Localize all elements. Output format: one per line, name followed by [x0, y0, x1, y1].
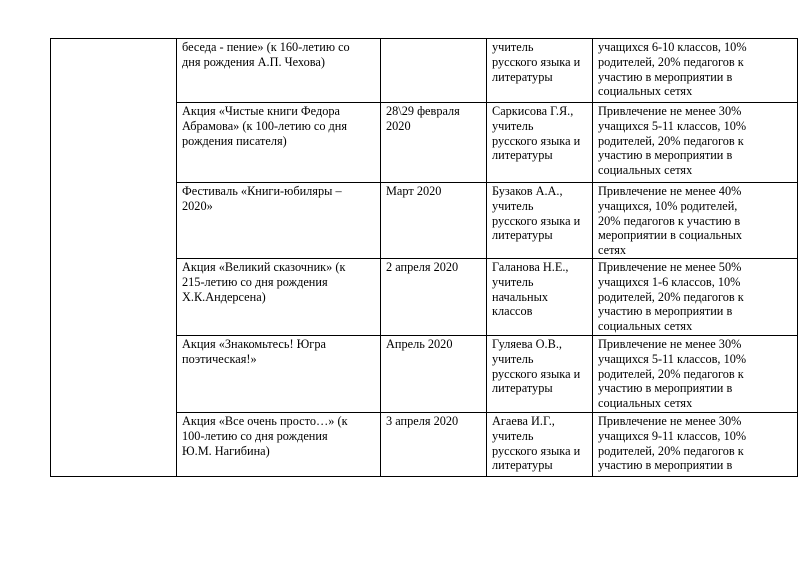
responsible-cell: Саркисова Г.Я., учитель русского языка и литературы	[487, 103, 593, 183]
date-cell: Апрель 2020	[381, 335, 487, 412]
responsible-cell: Агаева И.Г., учитель русского языка и литературы	[487, 412, 593, 476]
result-cell: учащихся 6-10 классов, 10% родителей, 20% педагогов к участию в мероприятии в социальных сетях	[593, 39, 798, 103]
responsible-cell: Бузаков А.А., учитель русского языка и литературы	[487, 183, 593, 259]
date-cell: Март 2020	[381, 183, 487, 259]
result-cell: Привлечение не менее 50% учащихся 1-6 классов, 10% родителей, 20% педагогов к участию в мероприятии в социальных сетях	[593, 258, 798, 335]
section-cell	[51, 39, 177, 477]
result-cell: Привлечение не менее 30% учащихся 5-11 классов, 10% родителей, 20% педагогов к участию в мероприятии в социальных сетях	[593, 103, 798, 183]
responsible-cell: Галанова Н.Е., учитель начальных классов	[487, 258, 593, 335]
responsible-cell: учитель русского языка и литературы	[487, 39, 593, 103]
event-cell: Акция «Все очень просто…» (к 100-летию со дня рождения Ю.М. Нагибина)	[177, 412, 381, 476]
event-cell: Акция «Знакомьтесь! Югра поэтическая!»	[177, 335, 381, 412]
result-cell: Привлечение не менее 30% учащихся 5-11 классов, 10% родителей, 20% педагогов к участию в мероприятии в социальных сетях	[593, 335, 798, 412]
table-row	[51, 39, 798, 103]
event-cell: Фестиваль «Книги-юбиляры – 2020»	[177, 183, 381, 259]
result-cell: Привлечение не менее 40% учащихся, 10% родителей, 20% педагогов к участию в мероприятии в социальных сетях	[593, 183, 798, 259]
date-cell: 2 апреля 2020	[381, 258, 487, 335]
result-cell: Привлечение не менее 30% учащихся 9-11 классов, 10% родителей, 20% педагогов к участию в мероприятии в	[593, 412, 798, 476]
date-cell	[381, 39, 487, 103]
date-cell: 28\29 февраля 2020	[381, 103, 487, 183]
responsible-cell: Гуляева О.В., учитель русского языка и литературы	[487, 335, 593, 412]
events-table	[50, 38, 798, 477]
event-cell: Акция «Чистые книги Федора Абрамова» (к 100-летию со дня рождения писателя)	[177, 103, 381, 183]
date-cell: 3 апреля 2020	[381, 412, 487, 476]
event-cell: беседа - пение» (к 160-летию со дня рождения А.П. Чехова)	[177, 39, 381, 103]
event-cell: Акция «Великий сказочник» (к 215-летию со дня рождения Х.К.Андерсена)	[177, 258, 381, 335]
